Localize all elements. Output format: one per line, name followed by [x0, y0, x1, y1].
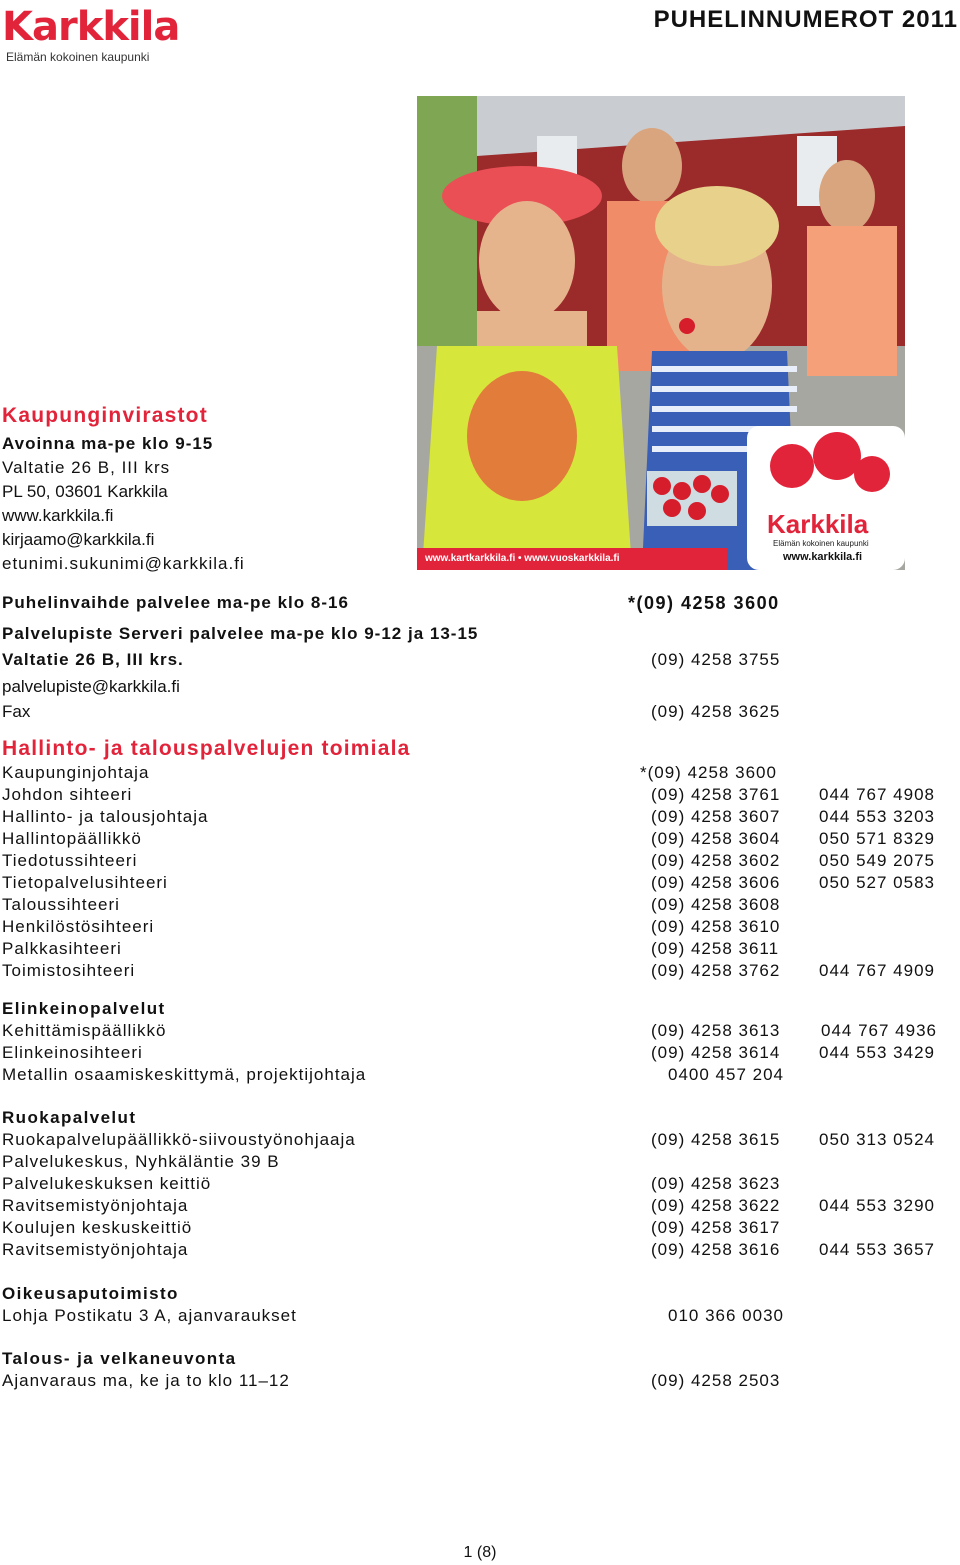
- contact-row-phone: (09) 4258 3607: [651, 807, 781, 826]
- serveri-number: (09) 4258 3755: [651, 650, 781, 669]
- contact-row-label: Toimistosihteeri: [2, 961, 136, 980]
- contact-row-label: Elinkeinosihteeri: [2, 1043, 143, 1062]
- contact-row-phone: (09) 4258 3617: [651, 1218, 781, 1237]
- photo-badge-tagline: Elämän kokoinen kaupunki: [773, 539, 869, 548]
- contact-row-phone: (09) 4258 3613: [651, 1021, 781, 1040]
- contact-row-phone: (09) 4258 3615: [651, 1130, 781, 1149]
- admin-heading: Hallinto- ja talouspalvelujen toimiala: [2, 737, 411, 760]
- contact-row-phone: (09) 4258 3761: [651, 785, 781, 804]
- contact-row-phone: (09) 4258 3762: [651, 961, 781, 980]
- karkkila-logo: [2, 2, 180, 66]
- contact-row-phone: (09) 4258 3614: [651, 1043, 781, 1062]
- legal-label: Lohja Postikatu 3 A, ajanvaraukset: [2, 1306, 297, 1325]
- contact-row-phone: (09) 4258 3604: [651, 829, 781, 848]
- photo-banner-text: www.kartkarkkila.fi • www.vuoskarkkila.fi: [425, 553, 620, 564]
- contact-row-label: Tietopalvelusihteeri: [2, 873, 168, 892]
- serveri-label: Palvelupiste Serveri palvelee ma-pe klo 9-12 ja 13-15: [2, 624, 479, 643]
- contact-row-label: Ravitsemistyönjohtaja: [2, 1240, 189, 1259]
- contact-row-phone: (09) 4258 3616: [651, 1240, 781, 1259]
- contact-row-mobile: 050 313 0524: [819, 1130, 935, 1149]
- cover-photo: [417, 96, 905, 570]
- contact-row-mobile: 044 553 3290: [819, 1196, 935, 1215]
- contact-row-label: Ravitsemistyönjohtaja: [2, 1196, 189, 1215]
- page-number: 1 (8): [463, 1544, 497, 1561]
- contact-row-mobile: 050 549 2075: [819, 851, 935, 870]
- contact-row-label: Palkkasihteeri: [2, 939, 122, 958]
- office-web-link[interactable]: www.karkkila.fi: [2, 506, 114, 525]
- office-address: Valtatie 26 B, III krs: [2, 458, 171, 477]
- contact-row-mobile: 044 553 3657: [819, 1240, 935, 1259]
- contact-row-phone: (09) 4258 3623: [651, 1174, 781, 1193]
- page-title: PUHELINNUMEROT 2011: [653, 6, 958, 33]
- contact-row-phone: (09) 4258 3602: [651, 851, 781, 870]
- contact-row-mobile: 044 553 3203: [819, 807, 935, 826]
- legal-phone: 010 366 0030: [668, 1306, 784, 1325]
- contact-row-label: Johdon sihteeri: [2, 785, 133, 804]
- contact-row-label: Henkilöstösihteeri: [2, 917, 155, 936]
- contact-row-label: Metallin osaamiskeskittymä, projektijohtaja: [2, 1065, 367, 1084]
- contact-row-label: Palvelukeskus, Nyhkäläntie 39 B: [2, 1152, 280, 1171]
- office-email-pattern: etunimi.sukunimi@karkkila.fi: [2, 554, 245, 573]
- contact-row-label: Tiedotussihteeri: [2, 851, 138, 870]
- contact-row-phone: (09) 4258 3610: [651, 917, 781, 936]
- business-heading: Elinkeinopalvelut: [2, 999, 166, 1018]
- contact-row-phone: *(09) 4258 3600: [640, 763, 777, 782]
- photo-badge-logo: Karkkila: [767, 509, 869, 539]
- contact-row-label: Palvelukeskuksen keittiö: [2, 1174, 212, 1193]
- contact-row-phone: (09) 4258 3608: [651, 895, 781, 914]
- fax-label: Fax: [2, 702, 31, 721]
- contact-row-phone: (09) 4258 3622: [651, 1196, 781, 1215]
- food-heading: Ruokapalvelut: [2, 1108, 137, 1127]
- contact-row-mobile: 044 767 4908: [819, 785, 935, 804]
- contact-row-phone: (09) 4258 3606: [651, 873, 781, 892]
- contact-row-mobile: 050 527 0583: [819, 873, 935, 892]
- office-postal: PL 50, 03601 Karkkila: [2, 482, 168, 501]
- serveri-email-link[interactable]: palvelupiste@karkkila.fi: [2, 677, 180, 696]
- contact-row-label: Taloussihteeri: [2, 895, 120, 914]
- logo-wordmark: Karkkila: [2, 4, 180, 50]
- contact-row-mobile: 050 571 8329: [819, 829, 935, 848]
- contact-row-label: Kehittämispäällikkö: [2, 1021, 167, 1040]
- office-email-link[interactable]: kirjaamo@karkkila.fi: [2, 530, 155, 549]
- switchboard-label: Puhelinvaihde palvelee ma-pe klo 8-16: [2, 593, 349, 612]
- contact-row-mobile: 044 767 4936: [821, 1021, 937, 1040]
- contact-row-phone: (09) 4258 3611: [651, 939, 780, 958]
- serveri-address: Valtatie 26 B, III krs.: [2, 650, 184, 669]
- logo-tagline: Elämän kokoinen kaupunki: [6, 50, 150, 64]
- contact-row-label: Koulujen keskuskeittiö: [2, 1218, 193, 1237]
- office-hours: Avoinna ma-pe klo 9-15: [2, 434, 214, 453]
- contact-row-label: Hallinto- ja talousjohtaja: [2, 807, 209, 826]
- legal-heading: Oikeusaputoimisto: [2, 1284, 179, 1303]
- debt-heading: Talous- ja velkaneuvonta: [2, 1349, 237, 1368]
- contact-row-label: Kaupunginjohtaja: [2, 763, 150, 782]
- contact-row-label: Ruokapalvelupäällikkö-siivoustyönohjaaja: [2, 1130, 356, 1149]
- contact-row-mobile: 044 767 4909: [819, 961, 935, 980]
- office-heading: Kaupunginvirastot: [2, 404, 208, 427]
- debt-phone: (09) 4258 2503: [651, 1371, 781, 1390]
- debt-label: Ajanvaraus ma, ke ja to klo 11–12: [2, 1371, 290, 1390]
- switchboard-number: *(09) 4258 3600: [628, 593, 780, 613]
- contact-row-label: Hallintopäällikkö: [2, 829, 142, 848]
- contact-row-mobile: 044 553 3429: [819, 1043, 935, 1062]
- contact-row-phone: 0400 457 204: [668, 1065, 784, 1084]
- fax-number: (09) 4258 3625: [651, 702, 781, 721]
- photo-badge-url: www.karkkila.fi: [783, 551, 863, 563]
